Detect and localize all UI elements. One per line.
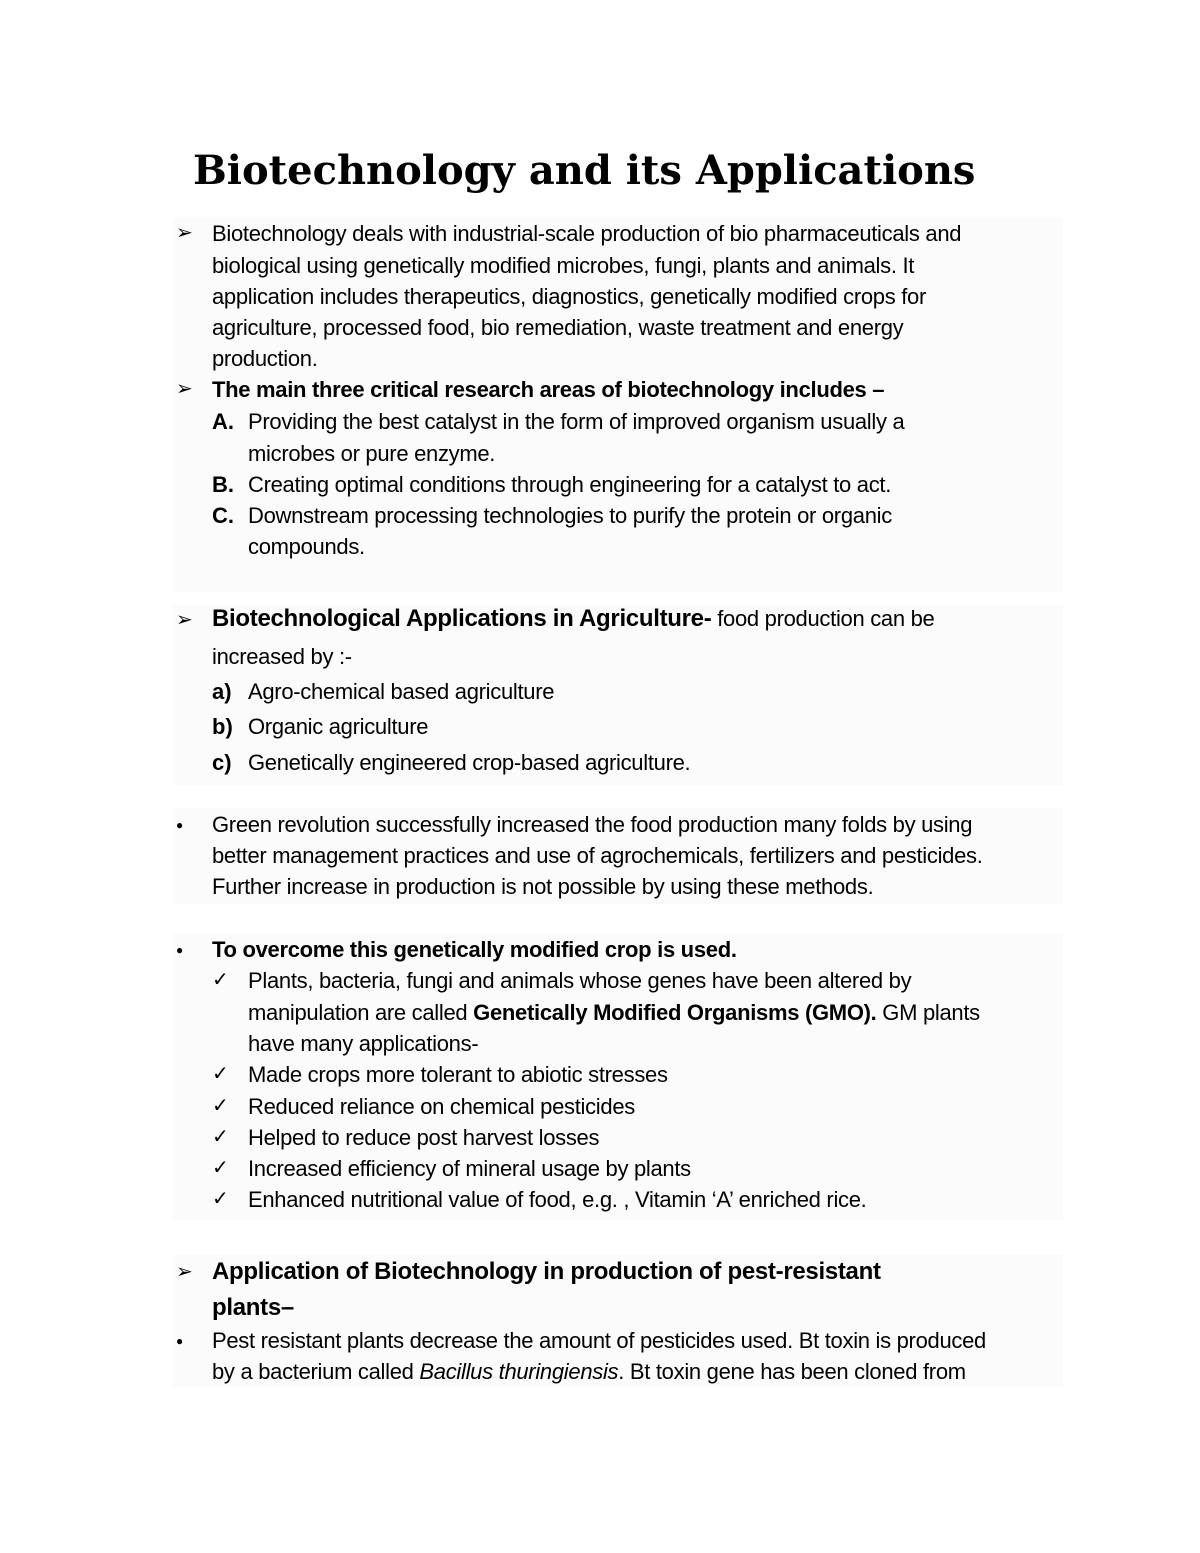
list-label: B. [212, 472, 234, 497]
gmo-term: Genetically Modified Organisms (GMO). [473, 1000, 877, 1025]
list-label: A. [212, 409, 234, 434]
gmo-def-text: manipulation are called [248, 1000, 474, 1025]
species-name: Bacillus thuringiensis [419, 1359, 619, 1384]
pest-heading: plants– [212, 1294, 294, 1321]
check-icon: ✓ [212, 1157, 229, 1179]
agriculture-item: Genetically engineered crop-based agriculture. [248, 750, 691, 775]
check-icon: ✓ [212, 1188, 229, 1210]
pest-text: by a bacterium called [212, 1359, 420, 1384]
gmo-application: Made crops more tolerant to abiotic stresses [248, 1062, 668, 1087]
gmo-application: Helped to reduce post harvest losses [248, 1125, 600, 1150]
research-item-line: compounds. [248, 534, 365, 559]
green-revolution-line: Green revolution successfully increased the food production many folds by using [212, 812, 973, 837]
intro-line: biological using genetically modified microbes, fungi, plants and animals. It [212, 253, 915, 278]
check-icon: ✓ [212, 1126, 229, 1148]
intro-line: application includes therapeutics, diagnostics, genetically modified crops for [212, 284, 927, 309]
research-item-line: Downstream processing technologies to purify the protein or organic [248, 503, 892, 528]
agriculture-heading: Biotechnological Applications in Agriculture- [212, 605, 712, 632]
gmo-application: Enhanced nutritional value of food, e.g. , Vitamin ‘A’ enriched rice. [248, 1187, 867, 1212]
arrow-bullet-icon: ➢ [176, 609, 193, 631]
intro-line: Biotechnology deals with industrial-scale production of bio pharmaceuticals and [212, 221, 962, 246]
pest-line: Pest resistant plants decrease the amount of pesticides used. Bt toxin is produced [212, 1328, 986, 1353]
research-item-line: microbes or pure enzyme. [248, 441, 496, 466]
intro-line: agriculture, processed food, bio remediation, waste treatment and energy [212, 315, 904, 340]
page-title: Biotechnology and its Applications [193, 147, 976, 194]
list-label: a) [212, 679, 232, 704]
check-icon: ✓ [212, 1063, 229, 1085]
green-revolution-line: better management practices and use of agrochemicals, fertilizers and pesticides. [212, 843, 983, 868]
list-label: b) [212, 714, 233, 739]
gmo-application: Reduced reliance on chemical pesticides [248, 1094, 635, 1119]
gmo-definition-line: have many applications- [248, 1031, 479, 1056]
research-heading: The main three critical research areas of biotechnology includes – [212, 377, 885, 402]
agriculture-item: Organic agriculture [248, 714, 429, 739]
gmo-heading: To overcome this genetically modified crop is used. [212, 937, 737, 962]
agriculture-line: increased by :- [212, 644, 352, 669]
agriculture-heading-line [212, 603, 934, 634]
list-label: c) [212, 750, 232, 775]
pest-text: . Bt toxin gene has been cloned from [618, 1359, 966, 1384]
intro-line: production. [212, 346, 318, 371]
bullet-icon: ● [176, 818, 184, 832]
green-revolution-line: Further increase in production is not possible by using these methods. [212, 874, 874, 899]
gmo-definition-line [248, 997, 980, 1028]
pest-line [212, 1356, 966, 1387]
arrow-bullet-icon: ➢ [176, 1261, 193, 1283]
check-icon: ✓ [212, 969, 229, 991]
arrow-bullet-icon: ➢ [176, 222, 193, 244]
list-label: C. [212, 503, 234, 528]
gmo-def-text: GM plants [876, 1000, 980, 1025]
gmo-definition-line: Plants, bacteria, fungi and animals whose genes have been altered by [248, 968, 912, 993]
bullet-icon: ● [176, 943, 184, 957]
bullet-icon: ● [176, 1334, 184, 1348]
arrow-bullet-icon: ➢ [176, 378, 193, 400]
research-item-line: Creating optimal conditions through engineering for a catalyst to act. [248, 472, 892, 497]
research-item-line: Providing the best catalyst in the form of improved organism usually a [248, 409, 905, 434]
pest-heading: Application of Biotechnology in production of pest-resistant [212, 1258, 881, 1285]
gmo-application: Increased efficiency of mineral usage by plants [248, 1156, 691, 1181]
check-icon: ✓ [212, 1095, 229, 1117]
agriculture-item: Agro-chemical based agriculture [248, 679, 555, 704]
agriculture-heading-tail: food production can be [711, 606, 935, 631]
